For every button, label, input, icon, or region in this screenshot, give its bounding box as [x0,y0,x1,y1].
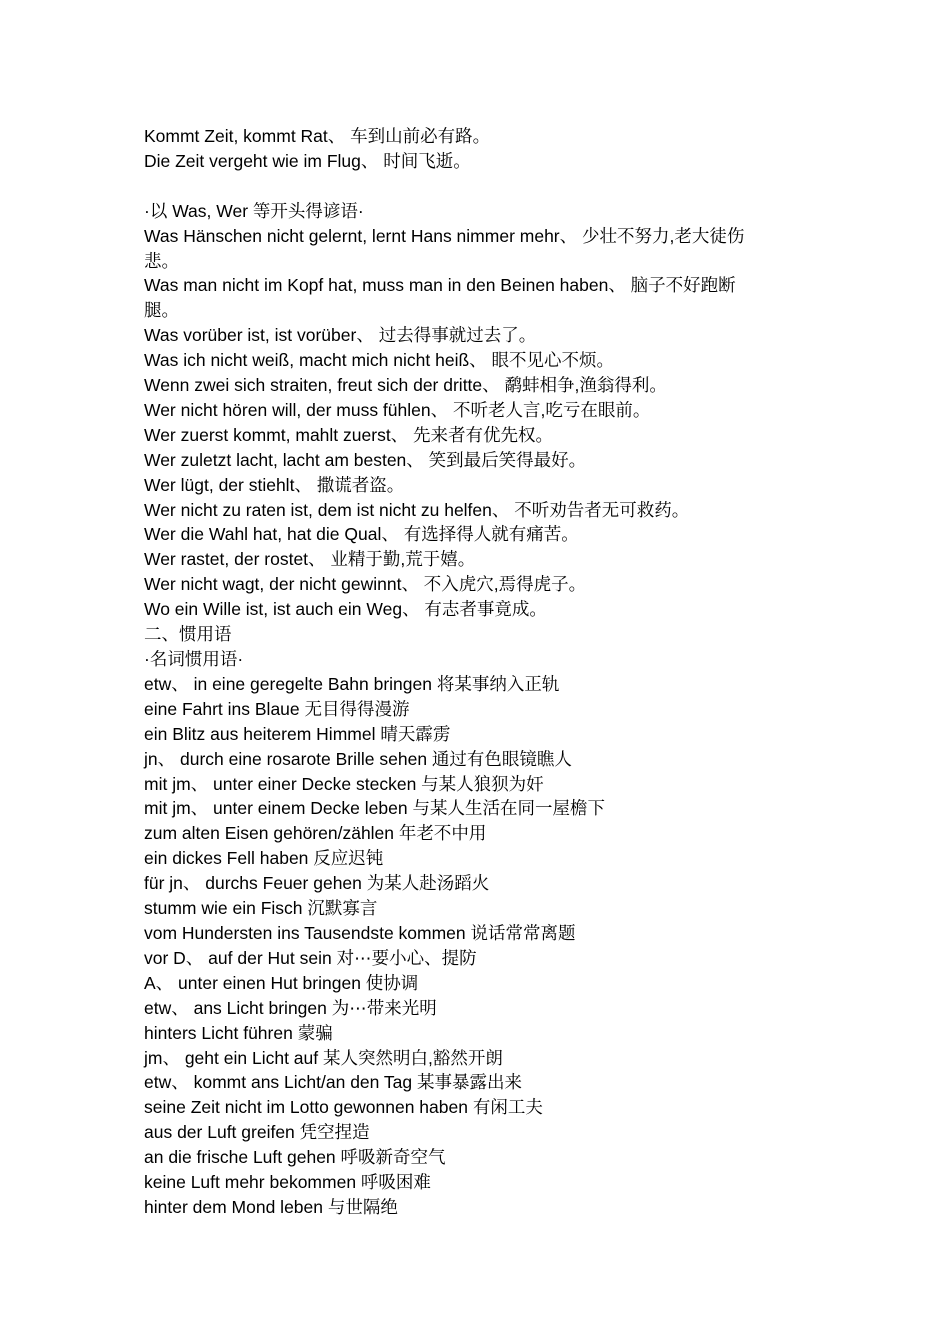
text-line: mit jm、 unter einer Decke stecken 与某人狼狈为奸 [144,773,544,794]
text-line: Die Zeit vergeht wie im Flug、 时间飞逝。 [144,150,471,171]
text-line: vor D、 auf der Hut sein 对⋯要小心、提防 [144,947,477,968]
text-line: etw、 ans Licht bringen 为⋯带来光明 [144,997,437,1018]
text-line: jm、 geht ein Licht auf 某人突然明白,豁然开朗 [144,1047,503,1068]
text-line: etw、 in eine geregelte Bahn bringen 将某事纳入正轨 [144,673,560,694]
text-line: Was ich nicht weiß, macht mich nicht heiß、 眼不见心不烦。 [144,350,615,371]
text-line: Wer lügt, der stiehlt、 撒谎者盗。 [144,474,405,495]
text-line: Was man nicht im Kopf hat, muss man in den Beinen haben、 脑子不好跑断 [144,275,736,296]
text-line: A、 unter einen Hut bringen 使协调 [144,972,419,993]
text-line: eine Fahrt ins Blaue 无目得得漫游 [144,698,410,719]
text-line: keine Luft mehr bekommen 呼吸困难 [144,1172,431,1193]
text-line [144,174,814,199]
text-line: Wo ein Wille ist, ist auch ein Weg、 有志者事竟成。 [144,599,547,620]
text-line: jn、 durch eine rosarote Brille sehen 通过有色眼镜瞧人 [144,748,572,769]
text-line: zum alten Eisen gehören/zählen 年老不中用 [144,823,487,844]
text-line: Wer nicht hören will, der muss fühlen、 不听老人言,吃亏在眼前。 [144,399,651,420]
text-line: etw、 kommt ans Licht/an den Tag 某事暴露出来 [144,1072,523,1093]
text-line: Was vorüber ist, ist vorüber、 过去得事就过去了。 [144,325,537,346]
text-line: Wer nicht wagt, der nicht gewinnt、 不入虎穴,焉得虎子。 [144,574,587,595]
text-line: Was Hänschen nicht gelernt, lernt Hans nimmer mehr、 少壮不努力,老大徒伤 [144,225,745,246]
document-body [144,124,814,1220]
text-line: hinter dem Mond leben 与世隔绝 [144,1196,398,1217]
text-line: seine Zeit nicht im Lotto gewonnen haben 有闲工夫 [144,1097,543,1118]
text-line: 悲。 [144,250,179,271]
text-line: ein dickes Fell haben 反应迟钝 [144,848,384,869]
text-line: ·以 Was, Wer 等开头得谚语· [144,200,364,221]
text-line: aus der Luft greifen 凭空捏造 [144,1122,370,1143]
text-line: an die frische Luft gehen 呼吸新奇空气 [144,1147,446,1168]
text-line: Wer zuerst kommt, mahlt zuerst、 先来者有优先权。 [144,424,554,445]
text-line: Wer die Wahl hat, hat die Qual、 有选择得人就有痛苦。 [144,524,579,545]
text-line: für jn、 durchs Feuer gehen 为某人赴汤蹈火 [144,873,490,894]
text-line: Wer nicht zu raten ist, dem ist nicht zu helfen、 不听劝告者无可救药。 [144,499,690,520]
text-line: vom Hundersten ins Tausendste kommen 说话常常离题 [144,922,576,943]
text-line: mit jm、 unter einem Decke leben 与某人生活在同一屋檐下 [144,798,605,819]
text-line: Wer rastet, der rostet、 业精于勤,荒于嬉。 [144,549,476,570]
text-line: stumm wie ein Fisch 沉默寡言 [144,898,378,919]
text-line: ·名词惯用语· [144,649,244,670]
text-line: 二、惯用语 [144,624,232,645]
text-line: Kommt Zeit, kommt Rat、 车到山前必有路。 [144,126,491,146]
text-line: Wer zuletzt lacht, lacht am besten、 笑到最后笑得最好。 [144,449,587,470]
text-line: Wenn zwei sich straiten, freut sich der dritte、 鹬蚌相争,渔翁得利。 [144,375,667,396]
text-line: 腿。 [144,300,179,321]
text-line: hinters Licht führen 蒙骗 [144,1022,333,1043]
text-line: ein Blitz aus heiterem Himmel 晴天霹雳 [144,723,451,744]
